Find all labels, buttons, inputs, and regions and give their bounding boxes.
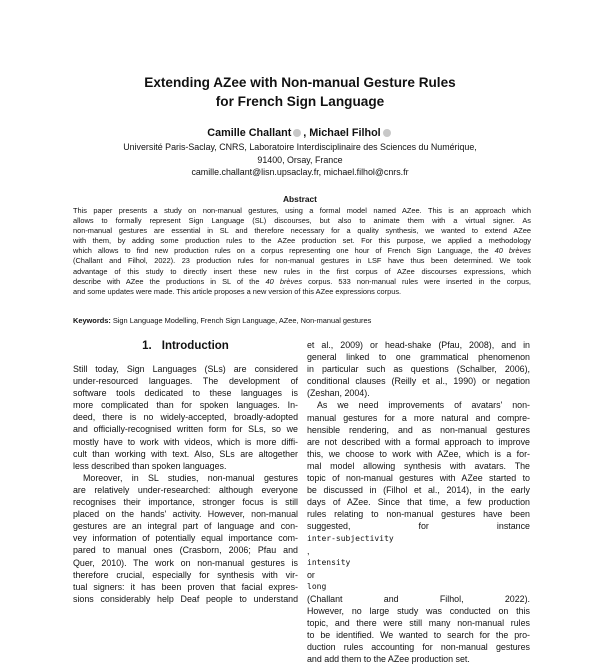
text-line: However, no large study was conducted on this [307,606,530,617]
text-line: placed on the hands' activity. However, non-manual [73,509,298,520]
text-line: recognises their importance, stronger focus is still [73,497,298,508]
abstract-heading: Abstract [283,194,317,204]
abstract-line: This paper presents a study on non-manual gestures, using a formal model named AZee. This is an approach which [73,206,531,215]
affiliation-line: Université Paris-Saclay, CNRS, Laboratoire Interdisciplinaire des Sciences du Numérique, [123,142,477,152]
title-line: for French Sign Language [215,94,385,109]
text-line: suggested, for instance inter-subjectivity , [307,521,530,556]
section-title: Introduction [161,340,229,352]
author-name: Michael Filhol [309,127,381,139]
section-number: 1. [142,340,152,352]
keywords-label: Keywords: [73,316,111,325]
abstract-line: with them, by adding some production rules to the AZee production set. For this purpose, we applied a methodology [73,236,531,246]
text-line: Still today, Sign Languages (SLs) are considered [73,364,298,374]
abstract-line: which allows to find new production rules on a corpus representing one hour of French Sign Language, the 40 brèves [73,246,532,256]
text-line: rules relating to non-manual gestures have been [307,509,530,520]
text-line: intensity or long (Challant and Filhol, 2022). [307,557,530,604]
section-heading [73,339,298,353]
affiliation-line: 91400, Orsay, France [257,154,343,165]
author-emails: camille.challant@lisn.upsaclay.fr, michael.filhol@cnrs.fr [191,167,409,178]
text-line: days of AZee. Since that time, a few production [307,497,530,508]
keywords-text: Sign Language Modelling, French Sign Language, AZee, Non-manual gestures [110,316,372,325]
abstract-line: (Challant and Filhol, 2022). 23 production rules for non-manual gestures in LSF have thus been determined. We took [73,256,531,266]
text-line: mal model allowing synthesis with avatars. The [307,460,530,471]
title-line: Extending AZee with Non-manual Gesture Rules [144,75,456,90]
text-line: and officially-recognised written form for SLs, so we [73,424,298,435]
text-line: this, we choose to work with AZee, which is a for- [307,448,530,459]
text-line: software tools dedicated to these languages is [73,388,298,399]
affiliation [60,141,540,179]
text-line: are relatively under-researched: although everyone [73,484,298,495]
text-line: pared to manual ones (Crasborn, 2006; Pfau and [73,545,298,556]
text-line: manual gestures for a more natural and compre- [307,412,530,423]
keywords [73,316,531,326]
text-line: Quer, 2010). The work on non-manual gestures is [73,557,298,568]
abstract-line: allows to formally represent Sign Language (SL) discourses, but also to animate them with a virtual signer. As [73,216,531,226]
text-line: topic of non-manual gestures with AZee started to [307,473,530,484]
text-line: mostly have to work with videos, which is more diffi- [73,436,298,447]
abstract-line: advantage of this study to directly insert these new rules in the first corpus of AZee discourses expressions, which [73,266,531,276]
paper-title [60,73,540,111]
text-line: tual signers: it has been proven that facial expres- [73,581,298,592]
abstract-line: non-manual gestures are essential in SL and therefore necessary for a quality synthesis, we wanted to extend AZee [73,226,531,236]
text-line: therefore crucial, especially for synthesis with vir- [73,569,298,580]
text-line: deed, there is no widely-accepted, broadly-adopted [73,412,298,423]
text-line: are not described with a formal approach to improve [307,436,530,447]
text-line: conditional clauses (Reilly et al., 1990) or negation [307,376,530,387]
author-list [60,126,540,140]
text-line: gestures are an integral part of language and con- [73,521,298,532]
text-line: in particular such as questions (Schalber, 2006), [307,364,530,375]
author-name: Camille Challant [207,127,292,139]
text-line: cult than working with text. Also, SLs are altogether [73,448,298,459]
text-line: and add them to the AZee production set. [307,654,470,665]
author-separator: , [303,127,310,139]
text-line: sions considerably help Deaf people to understand [73,593,298,604]
text-line: duction rules accounting for non-manual gestures [307,642,530,653]
left-column [73,363,298,605]
text-line: to be identified. We wanted to search for the pro- [307,630,530,641]
right-column [307,339,530,666]
text-line: under-resourced languages. The development of [73,376,298,387]
text-line: As we need improvements of avatars' non- [317,400,530,411]
abstract-line: and some updates were made. This article proposes a new version of this AZee expressions corpus. [73,286,402,296]
text-line: less described than spoken languages. [73,460,227,471]
abstract-line: describe with AZee the productions in SL of the 40 brèves corpus. 533 non-manual rules were inserted in the corpus, [73,276,531,286]
text-line: (Zeshan, 2004). [307,388,370,399]
orcid-icon[interactable] [383,129,391,137]
orcid-icon[interactable] [293,129,301,137]
text-line: more complicated than for spoken languages. In- [73,400,298,411]
text-line: Moreover, in SL studies, non-manual gestures [83,472,298,483]
text-line: et al., 2009) or head-shake (Pfau, 2008), and in [307,340,530,350]
text-line: vey information of potentially equal importance com- [73,533,298,544]
text-line: hensible rendering, and as non-manual gestures [307,424,530,435]
text-line: general linked to one grammatical phenomenon [307,352,530,363]
text-line: be discussed in (Filhol et al., 2014), in the early [307,485,530,496]
abstract-body [73,206,531,297]
text-line: topic, and there were still many non-manual rules [307,618,530,629]
